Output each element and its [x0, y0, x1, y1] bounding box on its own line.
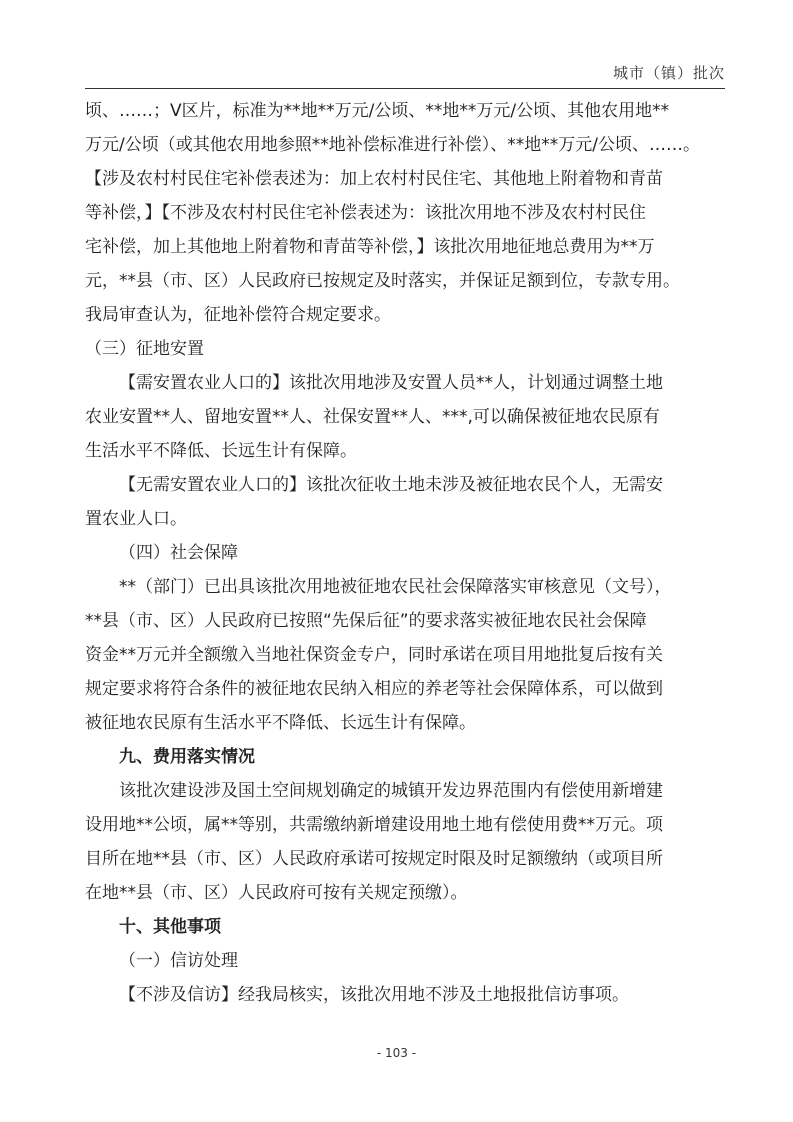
text-line: 在地**县（市、区）人民政府可按有关规定预缴）。 [85, 883, 468, 903]
section-heading: 九、费用落实情况 [119, 747, 255, 767]
text-line: 目所在地**县（市、区）人民政府承诺可按规定时限及时足额缴纳（或项目所 [85, 849, 663, 869]
text-line: 规定要求将符合条件的被征地农民纳入相应的养老等社会保障体系，可以做到 [85, 679, 663, 699]
document-body [85, 94, 725, 1012]
text-line: 我局审查认为，征地补偿符合规定要求。 [85, 305, 391, 325]
text-line: （一）信访处理 [119, 951, 238, 971]
text-line: （三）征地安置 [85, 339, 204, 359]
page-number: - 103 - [376, 1046, 417, 1060]
header-divider [85, 88, 725, 89]
text-line: 宅补偿，加上其他地上附着物和青苗等补偿，】该批次用地征地总费用为**万 [85, 237, 655, 257]
text-line: 置农业人口。 [85, 509, 187, 529]
text-line: 【涉及农村村民住宅补偿表述为：加上农村村民住宅、其他地上附着物和青苗 [85, 169, 663, 189]
text-line: 被征地农民原有生活水平不降低、长远生计有保障。 [85, 713, 476, 733]
text-line: 元，**县（市、区）人民政府已按规定及时落实，并保证足额到位，专款专用。 [85, 271, 680, 291]
text-line: 【无需安置农业人口的】该批次征收土地未涉及被征地农民个人，无需安 [119, 475, 663, 495]
text-line: （四）社会保障 [119, 543, 238, 563]
text-line: 该批次建设涉及国土空间规划确定的城镇开发边界范围内有偿使用新增建 [119, 781, 663, 801]
text-line: 【不涉及信访】经我局核实，该批次用地不涉及土地报批信访事项。 [119, 985, 629, 1005]
text-line: 万元/公顷（或其他农用地参照**地补偿标准进行补偿）、**地**万元/公顷、……。 [85, 135, 700, 155]
text-line: 农业安置**人、留地安置**人、社保安置**人、***,可以确保被征地农民原有 [85, 407, 660, 427]
text-line: 生活水平不降低、长远生计有保障。 [85, 441, 357, 461]
text-line: **县（市、区）人民政府已按照“先保后征”的要求落实被征地农民社会保障 [85, 611, 647, 631]
section-heading: 十、其他事项 [119, 917, 221, 937]
text-line: 设用地**公顷，属**等别，共需缴纳新增建设用地土地有偿使用费**万元。项 [85, 815, 663, 835]
text-line: **（部门）已出具该批次用地被征地农民社会保障落实审核意见（文号）， [119, 577, 672, 597]
text-line: 资金**万元并全额缴入当地社保资金专户，同时承诺在项目用地批复后按有关 [85, 645, 663, 665]
running-header: 城市（镇）批次 [612, 64, 725, 82]
text-line: 顷、……；Ⅴ区片，标准为**地**万元/公顷、**地**万元/公顷、其他农用地** [85, 101, 670, 121]
text-line: 等补偿，】【不涉及农村村民住宅补偿表述为：该批次用地不涉及农村村民住 [85, 203, 646, 223]
text-line: 【需安置农业人口的】该批次用地涉及安置人员**人，计划通过调整土地 [119, 373, 663, 393]
